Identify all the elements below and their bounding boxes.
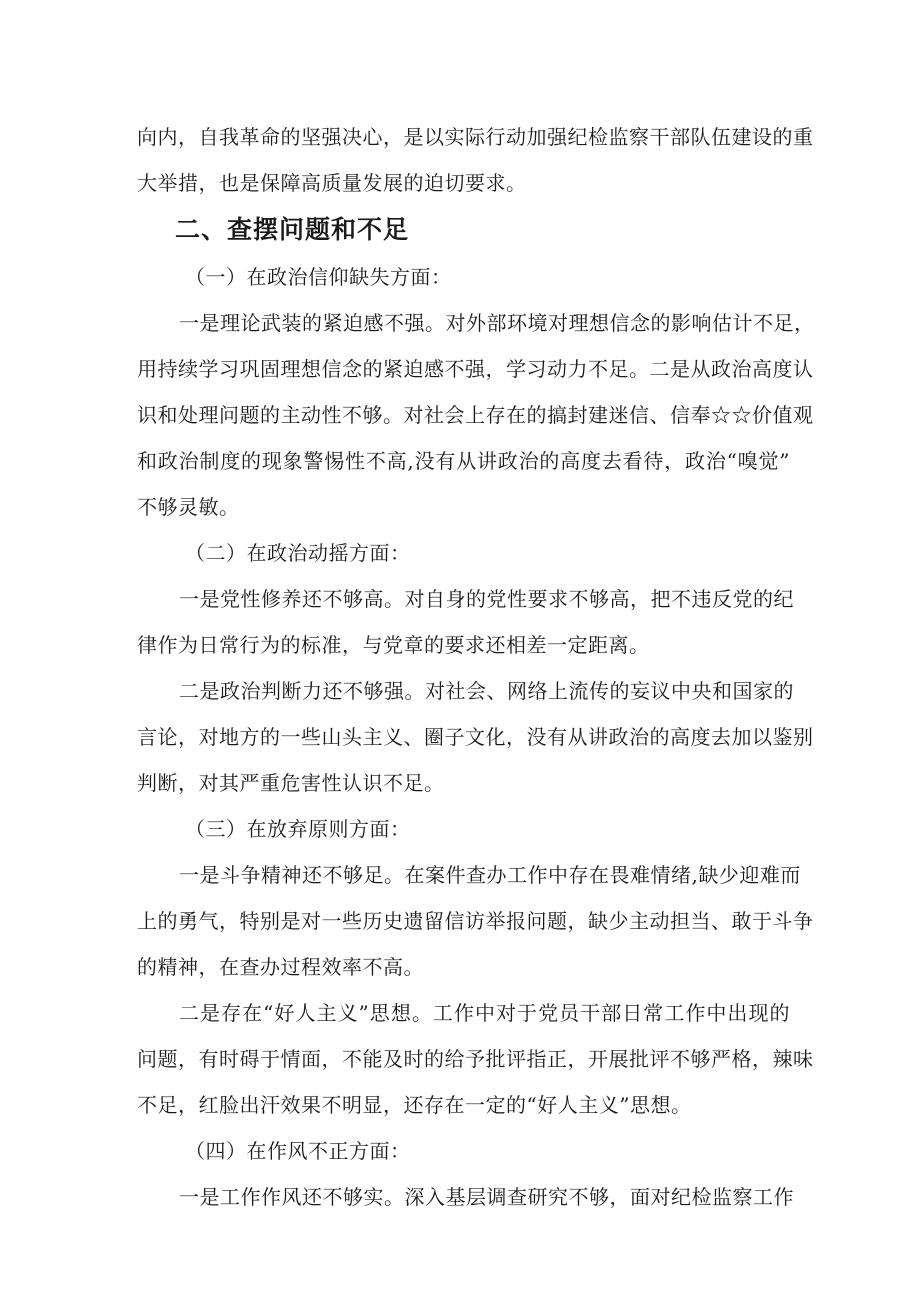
intro-line: 向内，自我革命的坚强决心，是以实际行动加强纪检监察干部队伍建设的重 — [137, 125, 814, 149]
paragraph-line: 问题，有时碍于情面，不能及时的给予批评指正，开展批评不够严格，辣味 — [137, 1047, 814, 1071]
paragraph-line: 二是存在“好人主义”思想。工作中对于党员干部日常工作中出现的 — [179, 1001, 790, 1025]
paragraph-line: 上的勇气，特别是对一些历史遗留信访举报问题，缺少主动担当、敢于斗争 — [137, 909, 814, 933]
paragraph-line: 用持续学习巩固理想信念的紧迫感不强，学习动力不足。二是从政治高度认 — [137, 357, 814, 381]
paragraph-line: 二是政治判断力还不够强。对社会、网络上流传的妄议中央和国家的 — [179, 679, 794, 703]
document-body — [137, 114, 815, 1220]
paragraph-line: 一是理论武装的紧迫感不强。对外部环境对理想信念的影响估计不足， — [179, 311, 815, 335]
paragraph-line: 一是斗争精神还不够足。在案件查办工作中存在畏难情绪,缺少迎难而 — [179, 863, 801, 887]
subsection-heading: （二）在政治动摇方面： — [185, 541, 411, 565]
subsection-heading: （三）在放弃原则方面： — [185, 817, 411, 841]
subsection-heading: （一）在政治信仰缺失方面： — [185, 265, 452, 289]
paragraph-line: 判断，对其严重危害性认识不足。 — [137, 771, 445, 795]
paragraph-line: 言论，对地方的一些山头主义、圈子文化，没有从讲政治的高度去加以鉴别 — [137, 725, 814, 749]
paragraph-line: 不足，红脸出汗效果不明显，还存在一定的“好人主义”思想。 — [137, 1093, 692, 1117]
paragraph-line: 一是党性修养还不够高。对自身的党性要求不够高，把不违反党的纪 — [179, 587, 794, 611]
paragraph-line: 不够灵敏。 — [137, 495, 240, 519]
section-heading: 二、查摆问题和不足 — [175, 215, 410, 244]
paragraph-line: 律作为日常行为的标准，与党章的要求还相差一定距离。 — [137, 633, 650, 657]
intro-line: 大举措，也是保障高质量发展的迫切要求。 — [137, 171, 527, 195]
paragraph-line: 和政治制度的现象警惕性不高,没有从讲政治的高度去看待，政治“嗅觉” — [137, 449, 790, 473]
paragraph-line: 一是工作作风还不够实。深入基层调查研究不够，面对纪检监察工作 — [179, 1185, 794, 1209]
subsection-heading: （四）在作风不正方面： — [185, 1139, 411, 1163]
paragraph-line: 识和处理问题的主动性不够。对社会上存在的搞封建迷信、信奉☆☆价值观 — [137, 403, 814, 427]
paragraph-line: 的精神，在查办过程效率不高。 — [137, 955, 424, 979]
